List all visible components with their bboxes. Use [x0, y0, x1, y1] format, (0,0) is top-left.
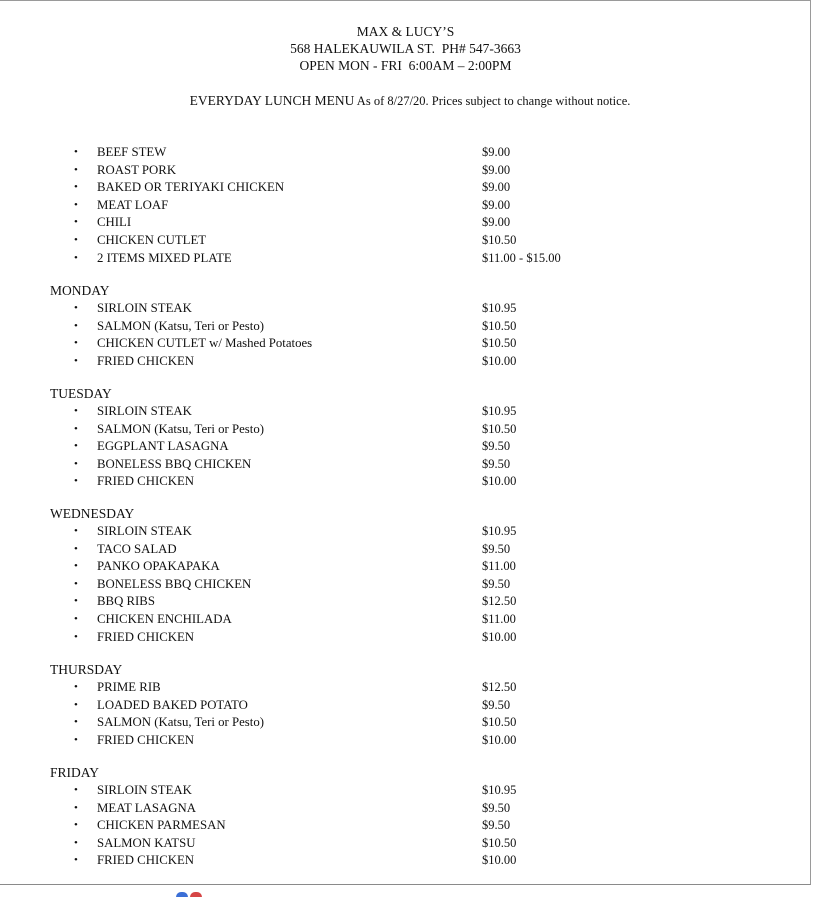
- menu-item-price: $10.00: [482, 732, 517, 747]
- restaurant-hours: OPEN MON - FRI 6:00AM – 2:00PM: [299, 58, 512, 73]
- menu-item-price: $11.00: [482, 559, 516, 574]
- menu-item: [0, 593, 811, 611]
- menu-item: [0, 438, 811, 456]
- bullet-icon: •: [74, 475, 78, 488]
- menu-item-name: MEAT LOAF: [97, 197, 169, 212]
- bullet-icon: •: [74, 457, 78, 470]
- menu-item-price: $9.50: [482, 697, 511, 712]
- menu-item-name: FRIED CHICKEN: [97, 629, 195, 644]
- menu-item: [0, 697, 811, 715]
- menu-item: [0, 250, 811, 268]
- menu-item-name: SIRLOIN STEAK: [97, 404, 192, 418]
- bullet-icon: •: [74, 698, 78, 711]
- menu-item-price: $9.50: [482, 439, 511, 454]
- bullet-icon: •: [74, 405, 78, 417]
- footer-decoration: [176, 884, 206, 889]
- menu-item: [0, 732, 811, 750]
- bullet-icon: •: [74, 422, 78, 435]
- footer-red-mark: [190, 892, 202, 897]
- menu-item-name: SIRLOIN STEAK: [97, 301, 192, 315]
- menu-item: [0, 629, 811, 647]
- menu-item-name: ROAST PORK: [97, 162, 177, 177]
- bullet-icon: •: [74, 630, 78, 643]
- bullet-icon: •: [74, 251, 78, 264]
- bullet-icon: •: [74, 542, 78, 555]
- menu-item: [0, 353, 811, 371]
- menu-item-name: BEEF STEW: [97, 145, 167, 159]
- menu-item-price: $10.50: [482, 715, 517, 730]
- bullet-icon: •: [74, 354, 78, 367]
- menu-item: [0, 714, 811, 732]
- menu-item-name: CHICKEN CUTLET w/ Mashed Potatoes: [97, 336, 313, 351]
- bullet-icon: •: [74, 560, 78, 573]
- menu-item-name: SALMON KATSU: [97, 835, 196, 850]
- menu-item-name: BONELESS BBQ CHICKEN: [97, 456, 252, 471]
- item-list: [0, 782, 811, 870]
- menu-item-name: EGGPLANT LASAGNA: [97, 439, 229, 454]
- bullet-icon: •: [74, 163, 78, 176]
- bullet-icon: •: [74, 302, 78, 314]
- bullet-icon: •: [74, 716, 78, 729]
- day-label: WEDNESDAY: [50, 506, 135, 521]
- menu-item: [0, 852, 811, 870]
- menu-item: [0, 144, 811, 162]
- menu-item: [0, 456, 811, 474]
- menu-item: [0, 197, 811, 215]
- bullet-icon: •: [74, 198, 78, 211]
- menu-item: [0, 214, 811, 232]
- menu-item-name: TACO SALAD: [97, 541, 177, 556]
- menu-item-price: $9.50: [482, 576, 511, 591]
- day-label: TUESDAY: [50, 386, 112, 401]
- menu-item: [0, 835, 811, 853]
- item-list: [0, 523, 811, 646]
- menu-item-price: $9.00: [482, 145, 511, 159]
- bullet-icon: •: [74, 146, 78, 158]
- menu-item-price: $10.50: [482, 336, 517, 351]
- menu-item-price: $10.00: [482, 853, 517, 868]
- menu-item: [0, 300, 811, 318]
- menu-item-name: BONELESS BBQ CHICKEN: [97, 576, 252, 591]
- menu-item-price: $10.00: [482, 353, 517, 368]
- bullet-icon: •: [74, 681, 78, 693]
- menu-item: [0, 421, 811, 439]
- menu-item: [0, 179, 811, 197]
- menu-item: [0, 403, 811, 421]
- day-label: MONDAY: [50, 283, 110, 298]
- menu-item-name: CHICKEN PARMESAN: [97, 818, 226, 833]
- bullet-icon: •: [74, 801, 78, 814]
- menu-item-name: LOADED BAKED POTATO: [97, 697, 248, 712]
- day-label: THURSDAY: [50, 662, 123, 677]
- menu-item-name: 2 ITEMS MIXED PLATE: [97, 250, 232, 265]
- menu-item: [0, 335, 811, 353]
- menu-item-price: $12.50: [482, 680, 517, 694]
- menu-item-price: $9.50: [482, 456, 511, 471]
- menu-item-price: $9.00: [482, 180, 511, 195]
- menu-item-name: SALMON (Katsu, Teri or Pesto): [97, 421, 264, 436]
- bullet-icon: •: [74, 854, 78, 867]
- menu-item-name: CHICKEN ENCHILADA: [97, 611, 232, 626]
- menu-item: [0, 473, 811, 491]
- bullet-icon: •: [74, 440, 78, 453]
- menu-item-price: $9.50: [482, 800, 511, 815]
- menu-item-price: $9.50: [482, 541, 511, 556]
- menu-item: [0, 523, 811, 541]
- restaurant-name: MAX & LUCY’S: [356, 24, 455, 39]
- menu-item-name: SALMON (Katsu, Teri or Pesto): [97, 318, 264, 333]
- menu-item-name: FRIED CHICKEN: [97, 732, 195, 747]
- menu-item-price: $9.00: [482, 197, 511, 212]
- menu-item: [0, 817, 811, 835]
- menu-item-price: $10.50: [482, 318, 517, 333]
- menu-item-name: SALMON (Katsu, Teri or Pesto): [97, 715, 264, 730]
- menu-item-name: FRIED CHICKEN: [97, 853, 195, 868]
- menu-item-price: $9.00: [482, 162, 511, 177]
- item-list: [0, 679, 811, 749]
- menu-item-name: PRIME RIB: [97, 680, 161, 694]
- menu-item: [0, 576, 811, 594]
- menu-item-price: $10.00: [482, 474, 517, 489]
- item-list: [0, 144, 811, 267]
- menu-item-price: $9.50: [482, 818, 511, 833]
- bullet-icon: •: [74, 836, 78, 849]
- menu-subtitle: [0, 92, 813, 110]
- menu-header: [0, 23, 811, 74]
- menu-item: [0, 541, 811, 559]
- menu-item-price: $10.50: [482, 232, 517, 247]
- menu-item-price: $9.00: [482, 215, 511, 230]
- menu-item: [0, 318, 811, 336]
- menu-item-name: FRIED CHICKEN: [97, 353, 195, 368]
- bullet-icon: •: [74, 595, 78, 608]
- menu-item-name: SIRLOIN STEAK: [97, 524, 192, 538]
- menu-item-name: FRIED CHICKEN: [97, 474, 195, 489]
- menu-item-name: BBQ RIBS: [97, 594, 155, 609]
- menu-item: [0, 679, 811, 697]
- menu-item: [0, 162, 811, 180]
- menu-item: [0, 782, 811, 800]
- menu-item-price: $10.00: [482, 629, 517, 644]
- menu-item-name: MEAT LASAGNA: [97, 800, 196, 815]
- bullet-icon: •: [74, 319, 78, 332]
- menu-item-price: $10.95: [482, 301, 517, 315]
- footer-blue-mark: [176, 892, 188, 897]
- bullet-icon: •: [74, 819, 78, 832]
- day-label: FRIDAY: [50, 765, 100, 780]
- menu-item: [0, 232, 811, 250]
- menu-item-price: $11.00: [482, 611, 516, 626]
- menu-item-price: $12.50: [482, 594, 517, 609]
- bullet-icon: •: [74, 337, 78, 350]
- menu-item: [0, 611, 811, 629]
- bullet-icon: •: [74, 784, 78, 796]
- menu-item-price: $10.95: [482, 524, 517, 538]
- restaurant-address: 568 HALEKAUWILA ST. PH# 547-3663: [290, 41, 521, 56]
- bullet-icon: •: [74, 525, 78, 537]
- bullet-icon: •: [74, 216, 78, 229]
- menu-item-name: PANKO OPAKAPAKA: [97, 559, 220, 574]
- bullet-icon: •: [74, 733, 78, 746]
- menu-item-price: $10.95: [482, 783, 517, 797]
- menu-note: As of 8/27/20. Prices subject to change without notice.: [354, 94, 631, 108]
- menu-item-price: $11.00 - $15.00: [482, 250, 561, 265]
- menu-item-price: $10.50: [482, 421, 517, 436]
- menu-item: [0, 558, 811, 576]
- bullet-icon: •: [74, 233, 78, 246]
- item-list: [0, 403, 811, 491]
- menu-item: [0, 800, 811, 818]
- menu-item-price: $10.95: [482, 404, 517, 418]
- menu-item-name: SIRLOIN STEAK: [97, 783, 192, 797]
- bullet-icon: •: [74, 577, 78, 590]
- menu-item-name: CHILI: [97, 215, 132, 230]
- bullet-icon: •: [74, 181, 78, 194]
- menu-item-name: CHICKEN CUTLET: [97, 232, 207, 247]
- bullet-icon: •: [74, 612, 78, 625]
- menu-title: EVERYDAY LUNCH MENU: [189, 93, 355, 108]
- menu-item-name: BAKED OR TERIYAKI CHICKEN: [97, 180, 285, 195]
- menu-item-price: $10.50: [482, 835, 517, 850]
- item-list: [0, 300, 811, 370]
